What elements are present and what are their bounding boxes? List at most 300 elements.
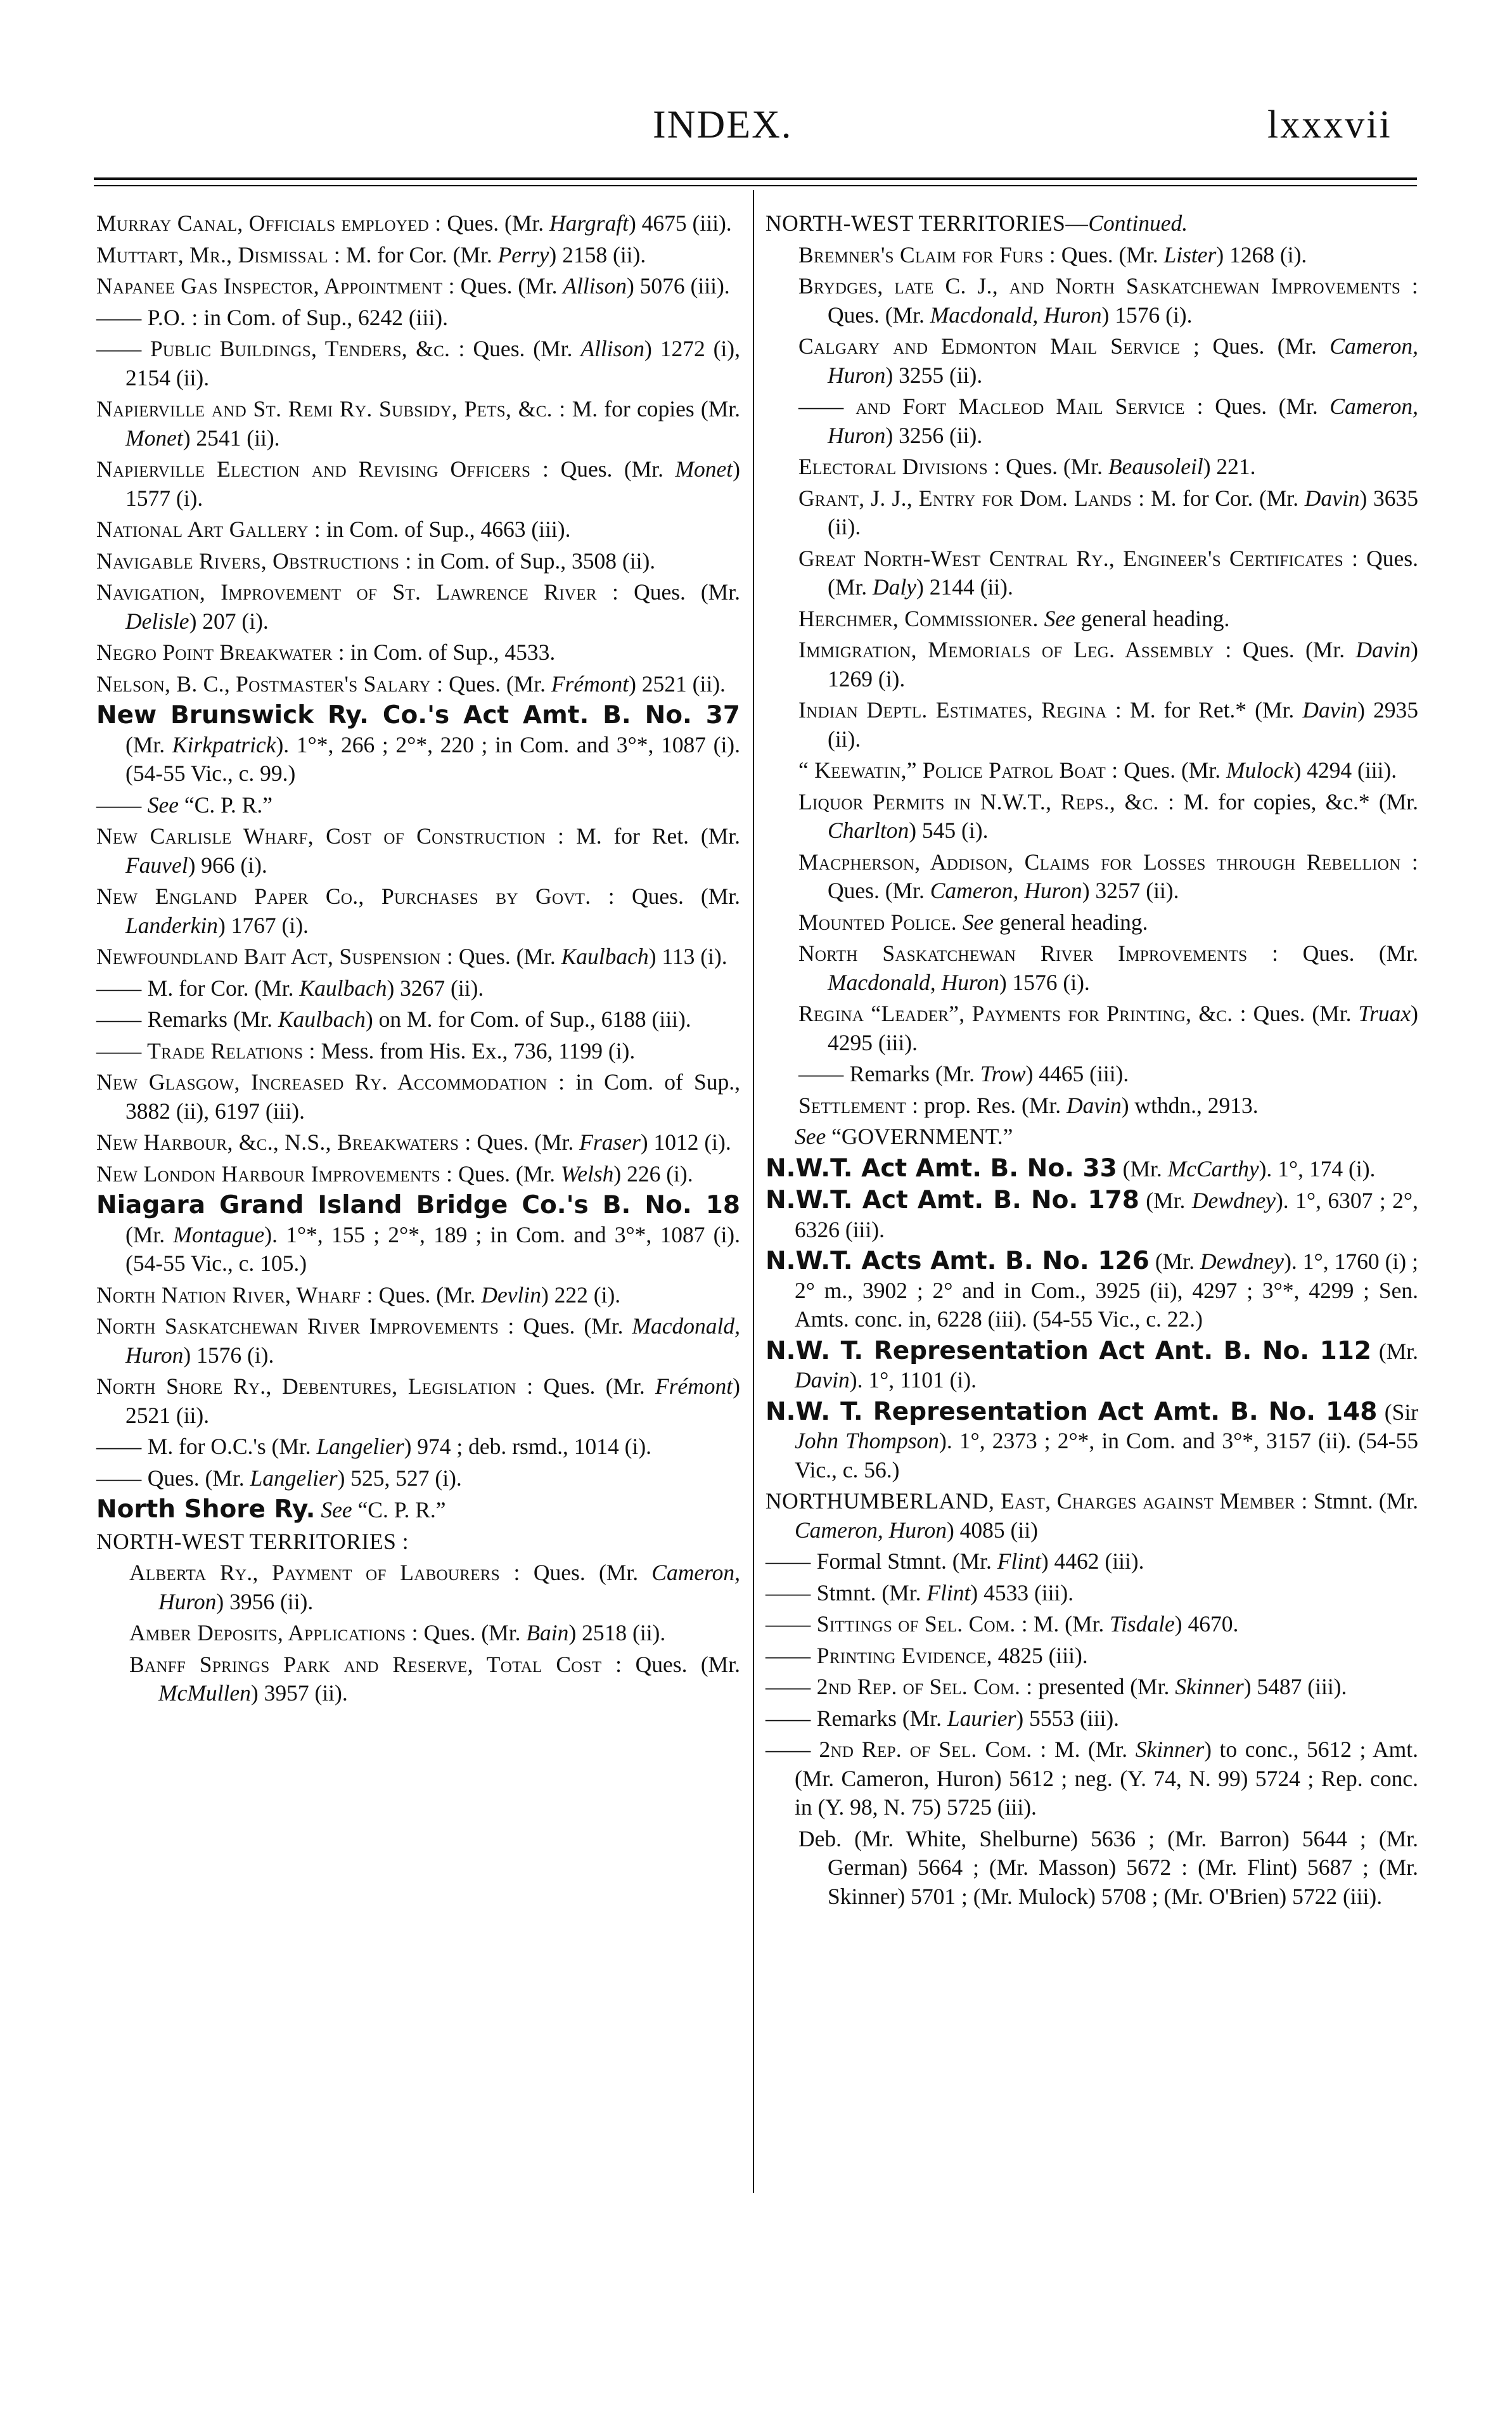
column-divider xyxy=(753,190,754,2193)
index-entry xyxy=(766,272,1418,330)
index-entry xyxy=(766,939,1418,997)
index-entry xyxy=(96,335,740,392)
entry-reference: “C. P. R.” xyxy=(179,792,272,818)
entry-text: Ques. (Mr. xyxy=(1055,241,1164,267)
member-name: Monet xyxy=(675,456,733,482)
member-name: McMullen xyxy=(158,1680,251,1706)
bill-title: N.W.T. Act Amt. B. No. 33 xyxy=(766,1154,1117,1183)
member-name: Kaulbach xyxy=(299,975,387,1001)
index-entry xyxy=(96,1191,740,1278)
entry-heading: Indian Deptl. Estimates, Regina : xyxy=(798,697,1122,723)
entry-heading: —— Public Buildings, Tenders, &c. : xyxy=(96,336,465,361)
entry-reference: ) 2541 (ii). xyxy=(183,425,280,451)
entry-heading: Navigation, Improvement of St. Lawrence River : xyxy=(96,579,619,605)
entry-heading: Liquor Permits in N.W.T., Reps., &c. : xyxy=(798,788,1175,814)
index-entry xyxy=(96,395,740,453)
index-entry xyxy=(766,756,1418,785)
entry-text: (Mr. xyxy=(125,731,172,757)
index-entry xyxy=(96,1312,740,1370)
index-entry xyxy=(96,1559,740,1616)
entry-reference: ) 2158 (ii). xyxy=(549,241,646,267)
entry-heading: Nelson, B. C., Postmaster's Salary : xyxy=(96,671,444,697)
entry-reference: ) 3635 (ii). xyxy=(828,485,1419,539)
entry-reference: ) 4465 (iii). xyxy=(1025,1061,1129,1086)
member-name: Kirkpatrick xyxy=(172,731,276,757)
entry-heading: Muttart, Mr., Dismissal : xyxy=(96,241,341,267)
member-name: Davin xyxy=(1066,1092,1122,1118)
entry-heading: —— 2nd Rep. of Sel. Com. : xyxy=(766,1737,1047,1762)
member-name: Flint xyxy=(926,1579,971,1605)
entry-reference: ) 545 (i). xyxy=(909,818,989,843)
entry-text: (Mr. xyxy=(1139,1188,1192,1213)
member-name: Perry xyxy=(497,241,549,267)
member-name: Frémont xyxy=(655,1373,733,1399)
entry-reference: ) on M. for Com. of Sup., 6188 (iii). xyxy=(365,1007,691,1032)
entry-text: in Com. of Sup., 3508 (ii). xyxy=(411,548,656,574)
entry-reference: ) 4085 (ii) xyxy=(946,1517,1038,1543)
entry-reference: ) 4533 (iii). xyxy=(970,1579,1074,1605)
member-name: Beausoleil xyxy=(1108,454,1203,479)
entry-text: Ques. (Mr. xyxy=(464,336,581,361)
page-title: INDEX. xyxy=(653,103,793,146)
entry-heading: Macpherson, Addison, Claims for Losses through Rebellion : xyxy=(798,849,1418,875)
index-entry xyxy=(766,1610,1418,1639)
entry-text: Ques. (Mr. xyxy=(443,671,551,697)
member-name: Macdonald, Huron xyxy=(930,302,1102,328)
entry-heading: New England Paper Co., Purchases by Govt. : xyxy=(96,884,615,909)
entry-heading: Immigration, Memorials of Leg. Assembly : xyxy=(798,637,1232,662)
entry-reference: ) 3957 (ii). xyxy=(250,1680,348,1706)
entry-heading: Herchmer, Commissioner. xyxy=(798,605,1039,631)
index-entry xyxy=(766,1642,1418,1671)
member-name: Fauvel xyxy=(125,852,188,878)
index-entry xyxy=(96,1650,740,1708)
see-target: “GOVERNMENT.” xyxy=(826,1124,1013,1149)
member-name: Welsh xyxy=(560,1161,614,1187)
member-name: See xyxy=(321,1497,352,1522)
entry-text: Ques. (Mr. xyxy=(1000,454,1108,479)
member-name: Dewdney xyxy=(1191,1188,1276,1213)
entry-heading: Navigable Rivers, Obstructions : xyxy=(96,548,412,574)
section-heading: NORTH-WEST TERRITORIES— xyxy=(766,210,1089,236)
bill-title: N.W.T. Acts Amt. B. No. 126 xyxy=(766,1247,1150,1275)
member-name: Bain xyxy=(526,1620,569,1645)
index-entry xyxy=(96,1037,740,1066)
member-name: Skinner xyxy=(1175,1674,1244,1699)
entry-text: M. for Cor. (Mr. xyxy=(147,975,300,1001)
entry-text: Stmnt. (Mr. xyxy=(816,1579,927,1605)
entry-text: Ques. (Mr. xyxy=(618,579,740,605)
entry-text: Ques. (Mr. xyxy=(614,884,740,909)
entry-heading: North Shore Ry., Debentures, Legislation : xyxy=(96,1373,534,1399)
entry-reference: ) 525, 527 (i). xyxy=(337,1465,462,1491)
entry-heading: Napierville and St. Remi Ry. Subsidy, Pets, &c. : xyxy=(96,396,566,421)
entry-text: Ques. (Mr. xyxy=(828,302,930,328)
bill-title: New Brunswick Ry. Co.'s Act Amt. B. No. 37 xyxy=(96,701,740,730)
entry-text: Ques. (Mr. xyxy=(418,1620,527,1645)
entry-text: Ques. (Mr. xyxy=(147,1465,250,1491)
entry-reference: ) 1577 (i). xyxy=(125,456,740,511)
entry-text: (Mr. xyxy=(1371,1338,1418,1364)
index-entry xyxy=(766,1186,1418,1244)
entry-reference: ). 1°, 2373 ; 2°*, in Com. and 3°*, 3157 (ii). (54-55 Vic., c. 56.) xyxy=(795,1428,1419,1483)
index-entry xyxy=(766,1735,1418,1822)
entry-reference: ) 4670. xyxy=(1174,1611,1239,1637)
entry-text: in Com. of Sup., 4663 (iii). xyxy=(321,517,571,542)
entry-text: (Mr. xyxy=(1117,1155,1168,1181)
entry-reference: ) 2935 (ii). xyxy=(828,697,1418,752)
entry-text: M. for Ret. (Mr. xyxy=(564,823,740,849)
index-entry xyxy=(96,1619,740,1648)
entry-reference: ) 207 (i). xyxy=(189,608,269,634)
entry-text: Stmnt. (Mr. xyxy=(1307,1488,1418,1514)
entry-heading: Electoral Divisions : xyxy=(798,454,1001,479)
entry-text: Ques. (Mr. xyxy=(1231,637,1356,662)
see-label: See xyxy=(795,1124,826,1149)
index-entry xyxy=(766,241,1418,270)
member-name: Tisdale xyxy=(1110,1611,1175,1637)
entry-heading: Grant, J. J., Entry for Dom. Lands : xyxy=(798,485,1145,511)
index-entry xyxy=(96,791,740,820)
index-entry xyxy=(766,848,1418,906)
entry-text: Formal Stmnt. (Mr. xyxy=(816,1548,997,1574)
entry-text: Ques. (Mr. xyxy=(373,1282,482,1308)
index-entry xyxy=(96,272,740,301)
entry-heading: New Harbour, &c., N.S., Breakwaters : xyxy=(96,1129,471,1155)
entry-text: Ques. (Mr. xyxy=(514,1313,632,1339)
member-name: Dewdney xyxy=(1200,1249,1285,1274)
entry-text: prop. Res. (Mr. xyxy=(918,1092,1067,1118)
entry-reference: ) wthdn., 2913. xyxy=(1121,1092,1259,1118)
index-entry xyxy=(96,515,740,544)
entry-reference: ) 1576 (i). xyxy=(183,1342,274,1368)
entry-text xyxy=(957,910,963,935)
index-entry xyxy=(766,332,1418,390)
member-name: Davin xyxy=(795,1367,850,1393)
entry-text: M. for copies (Mr. xyxy=(565,396,740,421)
entry-text: Ques. (Mr. xyxy=(452,1161,561,1187)
index-entry xyxy=(96,547,740,576)
index-entry xyxy=(96,1528,740,1557)
index-entry xyxy=(766,605,1418,634)
index-entry xyxy=(766,544,1418,602)
entry-text: M. for Cor. (Mr. xyxy=(1144,485,1305,511)
entry-reference: ) 5553 (iii). xyxy=(1016,1705,1120,1731)
entry-heading: Settlement : xyxy=(798,1092,919,1118)
entry-text: M. (Mr. xyxy=(1046,1737,1136,1762)
index-entry xyxy=(96,1464,740,1493)
right-column xyxy=(766,209,1418,1914)
member-name: Skinner xyxy=(1135,1737,1205,1762)
member-name: See xyxy=(962,909,994,935)
entry-reference: ) 1767 (i). xyxy=(217,912,309,938)
member-name: Trow xyxy=(980,1061,1026,1086)
index-entry xyxy=(766,1337,1418,1395)
member-name: Cameron, Huron xyxy=(828,394,1418,448)
index-entry xyxy=(766,908,1418,937)
entry-heading: Regina “Leader”, Payments for Printing, &c. : xyxy=(798,1001,1246,1026)
entry-text: Ques. (Mr. xyxy=(828,878,930,903)
index-entry xyxy=(766,1060,1418,1089)
entry-heading: Napierville Election and Revising Officers : xyxy=(96,456,549,482)
entry-heading: National Art Gallery : xyxy=(96,517,321,542)
entry-text: 4825 (iii). xyxy=(992,1642,1088,1668)
member-name: Flint xyxy=(997,1548,1041,1574)
entry-heading: Brydges, late C. J., and North Saskatchewan Improvements : xyxy=(798,273,1418,299)
entry-heading: —— Sittings of Sel. Com. : xyxy=(766,1611,1028,1637)
member-name: Truax xyxy=(1358,1001,1411,1026)
bill-title: N.W.T. Act Amt. B. No. 178 xyxy=(766,1186,1139,1214)
member-name: See xyxy=(147,792,179,818)
member-name: Langelier xyxy=(316,1434,404,1459)
entry-heading: Amber Deposits, Applications : xyxy=(129,1620,418,1645)
entry-text: M. for O.C.'s (Mr. xyxy=(147,1434,317,1459)
member-name: Davin xyxy=(1355,637,1411,662)
member-name: Cameron, Huron xyxy=(158,1560,740,1614)
index-entry xyxy=(766,1154,1418,1184)
entry-text: Ques. (Mr. xyxy=(520,1560,652,1585)
member-name: Charlton xyxy=(828,818,909,843)
entry-text: Ques. (Mr. xyxy=(441,210,550,236)
entry-reference: ). 1°, 1101 (i). xyxy=(849,1367,977,1393)
member-name: Kaulbach xyxy=(278,1007,366,1032)
entry-reference: ) 2518 (ii). xyxy=(568,1620,666,1645)
entry-reference: ) 1268 (i). xyxy=(1216,241,1307,267)
entry-reference: ) 1576 (i). xyxy=(1101,302,1193,328)
index-entry xyxy=(766,1247,1418,1334)
entry-text: Remarks (Mr. xyxy=(816,1705,947,1731)
entry-text: presented (Mr. xyxy=(1032,1674,1176,1699)
index-entry xyxy=(96,1495,740,1525)
left-column xyxy=(96,209,740,1711)
index-entry xyxy=(96,1160,740,1189)
entry-heading: Banff Springs Park and Reserve, Total Cost : xyxy=(129,1651,622,1677)
continued-heading xyxy=(766,209,1418,238)
continued-label: Continued. xyxy=(1088,210,1188,236)
index-entry xyxy=(766,1000,1418,1057)
entry-text: in Com. of Sup., 4533. xyxy=(344,640,556,665)
entry-heading: —— xyxy=(96,792,148,818)
entry-reference: ) 966 (i). xyxy=(188,852,267,878)
header-rule-thick xyxy=(94,177,1417,180)
entry-heading: —— Trade Relations : xyxy=(96,1038,316,1064)
member-name: Daly xyxy=(873,574,917,600)
entry-text: (Mr. xyxy=(1149,1249,1200,1274)
member-name: Macdonald, Huron xyxy=(828,969,999,995)
entry-reference: ). 1°, 174 (i). xyxy=(1259,1155,1376,1181)
member-name: Cameron, Huron xyxy=(930,878,1082,903)
entry-heading: Napanee Gas Inspector, Appointment : xyxy=(96,273,455,299)
entry-heading: Murray Canal, Officials employed : xyxy=(96,210,442,236)
entry-reference: ) 2521 (ii). xyxy=(629,671,726,697)
member-name: Langelier xyxy=(250,1465,338,1491)
index-entry xyxy=(766,453,1418,482)
index-entry xyxy=(96,578,740,636)
entry-heading: Calgary and Edmonton Mail Service ; xyxy=(798,333,1200,359)
see-reference xyxy=(766,1122,1418,1152)
entry-reference: ) 3267 (ii). xyxy=(387,975,484,1001)
index-entry xyxy=(96,701,740,788)
debate-entry: Deb. (Mr. White, Shelburne) 5636 ; (Mr. Barron) 5644 ; (Mr. German) 5664 ; (Mr. Masson) 5672 : (Mr. Flint) 5687 ; (Mr. Skinner) 5701 ; (Mr. Mulock) 5708 ; (Mr. O'Brien) 5722 (iii). xyxy=(798,1825,1418,1909)
entry-reference: ). 1°*, 155 ; 2°*, 189 ; in Com. and 3°*, 1087 (i). (54-55 Vic., c. 105.) xyxy=(125,1221,741,1276)
member-name: Montague xyxy=(173,1221,265,1247)
member-name: See xyxy=(1044,605,1075,631)
entry-reference: ) 3956 (ii). xyxy=(216,1588,314,1614)
section-heading: NORTH-WEST TERRITORIES : xyxy=(96,1528,409,1554)
index-entry xyxy=(766,1398,1418,1485)
entry-reference: ). 1°, 6307 ; 2°, 6326 (iii). xyxy=(795,1188,1419,1242)
entry-heading: —— 2nd Rep. of Sel. Com. : xyxy=(766,1674,1033,1699)
entry-heading: —— P.O. : xyxy=(96,304,198,330)
entry-text xyxy=(1039,606,1044,631)
entry-text: Ques. (Mr. xyxy=(828,545,1418,600)
entry-heading: —— xyxy=(766,1705,817,1731)
index-entry xyxy=(766,1673,1418,1702)
index-entry xyxy=(96,1372,740,1430)
entry-heading: New Carlisle Wharf, Cost of Construction : xyxy=(96,823,565,849)
member-name: Allison xyxy=(563,273,627,299)
member-name: Allison xyxy=(580,336,644,361)
member-name: Frémont xyxy=(551,671,629,697)
section-heading: NORTHUMBERLAND, xyxy=(766,1488,1001,1514)
bill-title: N.W. T. Representation Act Ant. B. No. 112 xyxy=(766,1336,1372,1365)
entry-heading: Newfoundland Bait Act, Suspension : xyxy=(96,944,454,969)
index-entry xyxy=(766,1091,1418,1121)
entry-heading: Mounted Police. xyxy=(798,909,957,935)
entry-reference: ) 1576 (i). xyxy=(999,969,1090,995)
entry-text: Ques. (Mr. xyxy=(1203,394,1330,419)
entry-reference: ) 1272 (i), 2154 (ii). xyxy=(125,336,740,390)
index-entry xyxy=(96,638,740,667)
entry-text: Ques. (Mr. xyxy=(453,944,561,969)
index-entry xyxy=(766,1579,1418,1608)
index-entry xyxy=(96,822,740,880)
entry-reference: ). 1°, 1760 (i) ; 2° m., 3902 ; 2° and in Com., 3925 (ii), 4297 ; 3°*, 4299 ; Sen. Amts. conc. in, 6228 (iii). (54-55 Vic., c. 22.) xyxy=(795,1249,1418,1332)
entry-text: M. for Ret.* (Mr. xyxy=(1122,697,1303,723)
entry-heading: New Glasgow, Increased Ry. Accommodation : xyxy=(96,1069,565,1095)
index-entry xyxy=(96,670,740,699)
entry-reference: ) 3255 (ii). xyxy=(885,362,983,388)
bill-title: Niagara Grand Island Bridge Co.'s B. No. 18 xyxy=(96,1191,740,1219)
entry-heading: —— xyxy=(96,975,148,1001)
entry-reference: ) 3257 (ii). xyxy=(1082,878,1179,903)
member-name: Kaulbach xyxy=(561,944,649,969)
member-name: Landerkin xyxy=(125,912,218,938)
entry-text: Ques. (Mr. xyxy=(471,1129,580,1155)
index-entry xyxy=(766,484,1418,542)
member-name: Delisle xyxy=(125,608,189,634)
entry-heading: North Saskatchewan River Improvements : xyxy=(96,1313,515,1339)
entry-heading: Alberta Ry., Payment of Labourers : xyxy=(129,1560,520,1585)
member-name: Davin xyxy=(1304,485,1360,511)
entry-heading: East, Charges against Member : xyxy=(1001,1488,1308,1514)
entry-reference: ) 5487 (iii). xyxy=(1243,1674,1347,1699)
entry-reference: ) 4294 (iii). xyxy=(1293,757,1397,783)
index-entry xyxy=(96,1068,740,1126)
member-name: Hargraft xyxy=(549,210,629,236)
member-name: Cameron, Huron xyxy=(795,1517,947,1543)
entry-text: Ques. (Mr. xyxy=(1278,941,1418,966)
entry-text: M. for copies, &c.* (Mr. xyxy=(1174,788,1418,814)
member-name: McCarthy xyxy=(1167,1155,1259,1181)
member-name: Macdonald, Huron xyxy=(125,1313,740,1368)
entry-heading: North Saskatchewan River Improvements : xyxy=(798,941,1279,966)
index-entry xyxy=(766,1547,1418,1576)
entry-reference: ) 226 (i). xyxy=(613,1161,693,1187)
entry-reference: ) 3256 (ii). xyxy=(885,422,983,448)
bill-title: North Shore Ry. xyxy=(96,1495,316,1524)
member-name: Lister xyxy=(1163,241,1217,267)
entry-reference: ) 974 ; deb. rsmd., 1014 (i). xyxy=(404,1434,652,1459)
entry-reference: ) 113 (i). xyxy=(648,944,727,969)
entry-reference: ) 1012 (i). xyxy=(640,1129,731,1155)
index-entry xyxy=(96,455,740,513)
entry-text: M. for Cor. (Mr. xyxy=(340,241,498,267)
entry-reference: ) 4462 (iii). xyxy=(1041,1548,1144,1574)
index-entry xyxy=(96,1005,740,1034)
entry-heading: Bremner's Claim for Furs : xyxy=(798,241,1056,267)
entry-reference: general heading. xyxy=(1075,605,1230,631)
entry-reference: “C. P. R.” xyxy=(352,1497,446,1522)
index-entry xyxy=(96,209,740,238)
entry-heading: —— xyxy=(766,1548,817,1574)
entry-text: Ques. (Mr. xyxy=(533,1373,655,1399)
entry-text: Ques. (Mr. xyxy=(1200,333,1330,359)
member-name: Devlin xyxy=(481,1282,541,1308)
entry-text: Ques. (Mr. xyxy=(622,1651,740,1677)
page-number: lxxxvii xyxy=(1267,103,1392,146)
entry-text: (Mr. xyxy=(125,1221,174,1247)
member-name: Mulock xyxy=(1226,757,1294,783)
entry-text: Mess. from His. Ex., 736, 1199 (i). xyxy=(315,1038,636,1064)
entry-reference: ) 221. xyxy=(1203,454,1256,479)
index-entry xyxy=(766,392,1418,450)
index-entry xyxy=(766,1704,1418,1734)
entry-text: (Sir xyxy=(1377,1399,1418,1425)
index-entry xyxy=(96,882,740,940)
member-name: Fraser xyxy=(579,1129,641,1155)
index-entry xyxy=(766,696,1418,754)
entry-reference: general heading. xyxy=(994,909,1148,935)
member-name: Laurier xyxy=(947,1705,1016,1731)
entry-reference: ) 222 (i). xyxy=(541,1282,621,1308)
entry-text: in Com. of Sup., 6242 (iii). xyxy=(198,304,448,330)
entry-heading: Negro Point Breakwater : xyxy=(96,640,345,665)
entry-text: Ques. (Mr. xyxy=(454,273,563,299)
entry-reference: ) 2144 (ii). xyxy=(916,574,1013,600)
bill-title: N.W. T. Representation Act Amt. B. No. 148 xyxy=(766,1397,1378,1426)
index-entry xyxy=(96,304,740,333)
entry-text: Ques. (Mr. xyxy=(1246,1001,1359,1026)
entry-text: Ques. (Mr. xyxy=(549,456,676,482)
index-entry xyxy=(96,1281,740,1310)
entry-heading: New London Harbour Improvements : xyxy=(96,1161,453,1187)
entry-reference: ) 5076 (iii). xyxy=(626,273,730,299)
entry-heading: —— xyxy=(96,1007,148,1032)
header-rule-thin xyxy=(94,185,1417,186)
entry-reference: ) to conc., 5612 ; Amt. (Mr. Cameron, Huron) 5612 ; neg. (Y. 74, N. 99) 5724 ; Rep. conc. in (Y. 98, N. 75) 5725 (iii). xyxy=(795,1737,1418,1820)
entry-reference: ) 4675 (iii). xyxy=(628,210,732,236)
entry-heading: “ Keewatin,” Police Patrol Boat : xyxy=(798,757,1118,783)
member-name: Davin xyxy=(1302,697,1358,723)
entry-heading: —— and Fort Macleod Mail Service : xyxy=(798,394,1203,419)
entry-heading: North Nation River, Wharf : xyxy=(96,1282,373,1308)
member-name: John Thompson xyxy=(795,1428,940,1453)
index-entry xyxy=(96,241,740,270)
index-entry xyxy=(96,1432,740,1462)
entry-reference: ) 2521 (ii). xyxy=(125,1373,740,1428)
entry-text: M. (Mr. xyxy=(1027,1611,1110,1637)
